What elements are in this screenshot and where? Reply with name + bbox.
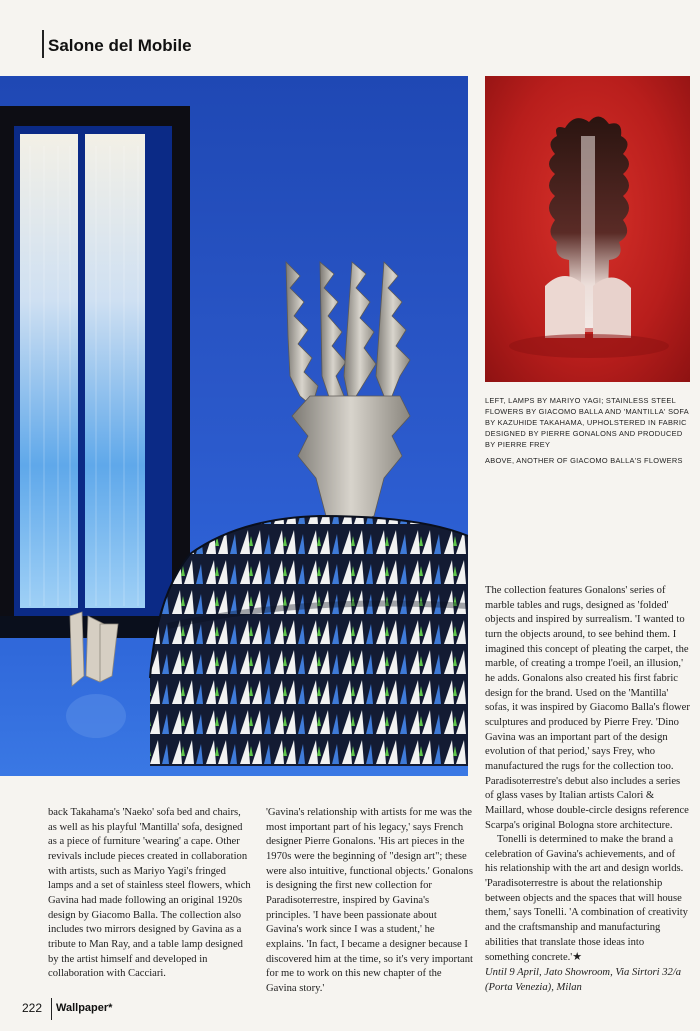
paragraph: 'Gavina's relationship with artists for me was the most important part of his legacy,' says French designer Pierre Gonalons. 'His art pieces in the 1970s were the beginning of "design art"; these were also intuitive, functional objects.' Gonalons is designing the first new collection for Paradisoterrestre, inspired by Gavina's principles. 'I have been passionate about Gavina's work since I was a student,' he explains. 'In fact, I became a designer because I discovered him at the time, so it's very important for me to work on this new chapter of the Gavina story.' (266, 807, 473, 994)
footer-rule (51, 998, 52, 1020)
section-title: Salone del Mobile (48, 36, 192, 55)
photo-caption (485, 395, 690, 472)
paragraph: back Takahama's 'Naeko' sofa bed and chairs, as well as his playful 'Mantilla' sofa, designed as a piece of furniture 'wearing' a cape. Other revivals include pieces created in collaboration with artists, such as Mariyo Yagi's fringed lamps and a set of stainless steel flowers, which Gavina had made following an original 1920s design by Giacomo Balla. The collection also includes two mirrors designed by Gavina as a tribute to Man Ray, and a table lamp designed by the artist himself and developed in collaboration with Cacciari. (48, 807, 251, 980)
paragraph (485, 833, 690, 966)
header-rule (42, 30, 44, 58)
caption-above: ABOVE, ANOTHER OF GIACOMO BALLA'S FLOWERS (485, 456, 683, 466)
photo-illustration (0, 76, 468, 776)
article-column-right (485, 584, 690, 995)
end-mark-star-icon: ★ (572, 950, 583, 964)
paragraph-text: Tonelli is determined to make the brand a celebration of Gavina's achievements, and of his relationship with the art and design worlds. 'Paradisoterrestre is about the relationship between objects and the spaces that will house them,' says Tonelli. 'A combination of creativity and the craftsmanship and manufacturing abilities that translate those ideas into something concrete.' (485, 834, 688, 964)
article-column-middle (266, 806, 473, 997)
paragraph: The collection features Gonalons' series of marble tables and rugs, designed as 'folded' objects and inspired by surrealism. 'I wanted to turn the objects around, to see behind them. I imagined this concept of pleating the carpet, the marble, of creating a trompe l'oeil, an illusion,' he adds. Gonalons also created his first fabric design for the brand. Used on the 'Mantilla' sofas, it was inspired by Giacomo Balla's flower sculptures and produced by Pierre Frey. 'Dino Gavina was an important part of the design evolution of that period,' says Frey, who manufactured the rugs for the collection too. Paradisoterrestre's debut also includes a series of glass vases by Italian artists Calori & Maillard, whose double-circle designs reference Scarpa's original Bologna store architecture. (485, 585, 690, 831)
page-number: 222 (22, 1001, 43, 1015)
caption-left: LEFT, LAMPS BY MARIYO YAGI; STAINLESS STEEL FLOWERS BY GIACOMO BALLA AND 'MANTILLA' SOFA BY KAZUHIDE TAKAHAMA, UPHOLSTERED IN FABRIC DESIGNED BY PIERRE GONALONS AND PRODUCED BY PIERRE FREY (485, 396, 689, 450)
event-info: Until 9 April, Jato Showroom, Via Sirtori 32/a (Porta Venezia), Milan (485, 967, 682, 993)
magazine-name: Wallpaper* (56, 1002, 113, 1014)
red-photo (485, 76, 690, 382)
main-photo (0, 76, 468, 776)
article-column-left (48, 806, 251, 982)
red-flower-illustration (485, 76, 690, 382)
